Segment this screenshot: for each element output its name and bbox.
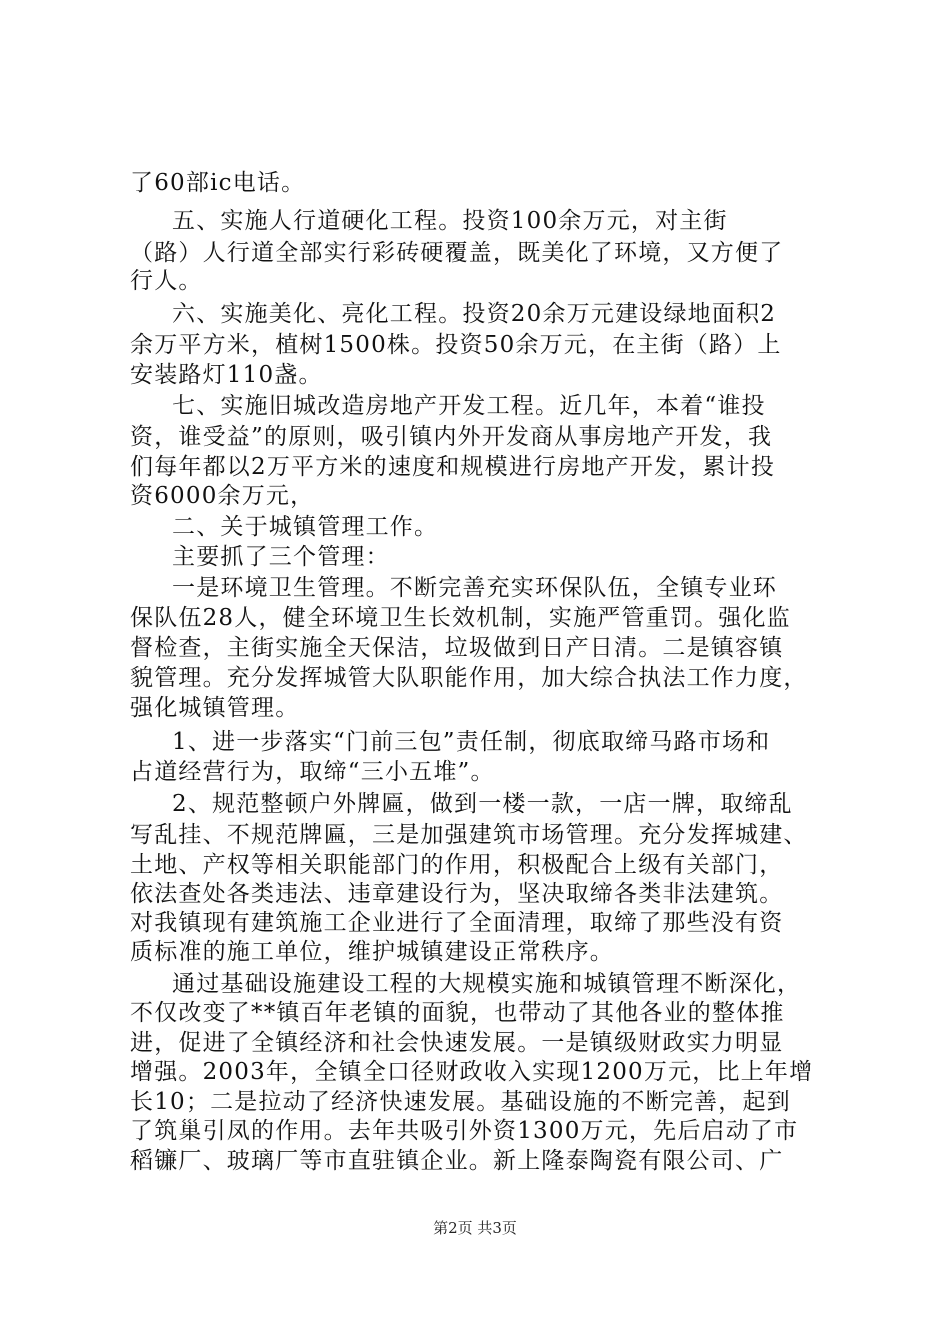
- text-line: 强化城镇管理。: [130, 695, 300, 721]
- text-line: 余万平方米，植树1500株。投资50余万元，在主街（路）上: [130, 332, 782, 358]
- text-line: 长10；二是拉动了经济快速发展。基础设施的不断完善，起到: [130, 1089, 791, 1115]
- text-line: 通过基础设施建设工程的大规模实施和城镇管理不断深化，: [172, 971, 802, 997]
- text-line: 貌管理。充分发挥城管大队职能作用，加大综合执法工作力度，: [130, 665, 808, 691]
- text-line: 七、实施旧城改造房地产开发工程。近几年，本着“谁投: [172, 393, 766, 419]
- text-line: 主要抓了三个管理：: [172, 544, 390, 570]
- text-line: 1、进一步落实“门前三包”责任制，彻底取缔马路市场和: [172, 729, 771, 755]
- text-line: 土地、产权等相关职能部门的作用，积极配合上级有关部门，: [130, 852, 784, 878]
- text-line: 六、实施美化、亮化工程。投资20余万元建设绿地面积2: [172, 301, 777, 327]
- text-line: 质标准的施工单位，维护城镇建设正常秩序。: [130, 939, 614, 965]
- text-line: 不仅改变了**镇百年老镇的面貌，也带动了其他各业的整体推: [130, 1000, 785, 1026]
- text-line: 行人。: [130, 268, 203, 294]
- text-line: 一是环境卫生管理。不断完善充实环保队伍，全镇专业环: [172, 575, 777, 601]
- text-line: 对我镇现有建筑施工企业进行了全面清理，取缔了那些没有资: [130, 910, 784, 936]
- text-line: 增强。2003年，全镇全口径财政收入实现1200万元，比上年增: [130, 1059, 814, 1085]
- page-number: 第2页 共3页: [433, 1219, 517, 1237]
- text-line: 依法查处各类违法、违章建设行为，坚决取缔各类非法建筑。: [130, 881, 784, 907]
- text-line: 2、规范整顿户外牌匾，做到一楼一款，一店一牌，取缔乱: [172, 791, 793, 817]
- page-footer: [0, 1218, 950, 1238]
- text-line: 稻镰厂、玻璃厂等市直驻镇企业。新上隆泰陶瓷有限公司、广: [130, 1148, 784, 1174]
- text-line: 保队伍28人，健全环境卫生长效机制，实施严管重罚。强化监: [130, 605, 791, 631]
- text-line: 五、实施人行道硬化工程。投资100余万元，对主街: [172, 208, 728, 234]
- text-line: 安装路灯110盏。: [130, 362, 323, 388]
- text-line: 督检查，主街实施全天保洁，垃圾做到日产日清。二是镇容镇: [130, 635, 784, 661]
- text-line: 了60部ic电话。: [130, 170, 306, 196]
- text-line: （路）人行道全部实行彩砖硬覆盖，既美化了环境，又方便了: [130, 240, 784, 266]
- text-line: 资6000余万元，: [130, 483, 315, 509]
- text-line: 写乱挂、不规范牌匾，三是加强建筑市场管理。充分发挥城建、: [130, 822, 808, 848]
- text-line: 了筑巢引凤的作用。去年共吸引外资1300万元，先后启动了市: [130, 1118, 799, 1144]
- text-line: 占道经营行为，取缔“三小五堆”。: [130, 759, 495, 785]
- text-line: 进，促进了全镇经济和社会快速发展。一是镇级财政实力明显: [130, 1030, 784, 1056]
- text-line: 二、关于城镇管理工作。: [172, 514, 439, 540]
- text-line: 资，谁受益”的原则，吸引镇内外开发商从事房地产开发，我: [130, 424, 773, 450]
- text-line: 们每年都以2万平方米的速度和规模进行房地产开发，累计投: [130, 454, 776, 480]
